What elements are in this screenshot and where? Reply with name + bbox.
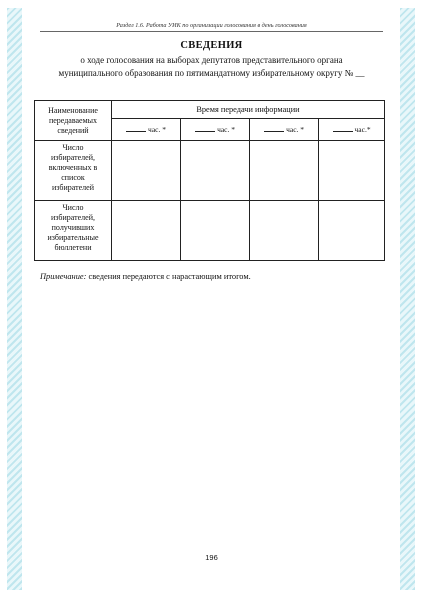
hour-blank (264, 131, 284, 132)
left-decorative-stripe (7, 8, 22, 590)
table-cell-empty (250, 141, 319, 200)
hour-column-4: час.* (319, 119, 385, 141)
hour-blank (333, 131, 353, 132)
document-title: СВЕДЕНИЯ (180, 40, 243, 51)
footnote (40, 272, 383, 281)
table-row (35, 200, 385, 260)
table-cell-empty (112, 141, 181, 200)
table-cell-empty (250, 200, 319, 260)
hour-column-1: час. * (112, 119, 181, 141)
table-header-row (35, 101, 385, 119)
hour-column-2: час. * (181, 119, 250, 141)
header-item-name: Наименование передаваемых сведений (35, 101, 112, 141)
page-number: 196 (205, 553, 218, 562)
header-transmission-time: Время передачи информации (112, 101, 385, 119)
table-row (35, 141, 385, 200)
table-cell-empty (181, 141, 250, 200)
running-header: Раздел 1.6. Работа УИК по организации голосования в день голосования (40, 22, 383, 32)
subtitle-line-2: муниципального образования по пятимандатному избирательному округу № __ (58, 68, 365, 78)
document-subtitle (30, 54, 393, 80)
hour-column-3: час. * (250, 119, 319, 141)
table-cell-empty (319, 200, 385, 260)
table-cell-empty (181, 200, 250, 260)
voting-report-table (34, 100, 385, 261)
row-label-voters-listed: Число избирателей, включенных в список избирателей (35, 141, 112, 200)
table-cell-empty (319, 141, 385, 200)
hour-blank (195, 131, 215, 132)
right-decorative-stripe (400, 8, 415, 590)
table-cell-empty (112, 200, 181, 260)
hour-blank (126, 131, 146, 132)
footnote-text: сведения передаются с нарастающим итогом. (86, 272, 251, 281)
row-label-ballots-issued: Число избирателей, получивших избирательные бюллетени (35, 200, 112, 260)
subtitle-line-1: о ходе голосования на выборах депутатов представительного органа (80, 55, 343, 65)
footnote-label: Примечание: (40, 272, 87, 281)
